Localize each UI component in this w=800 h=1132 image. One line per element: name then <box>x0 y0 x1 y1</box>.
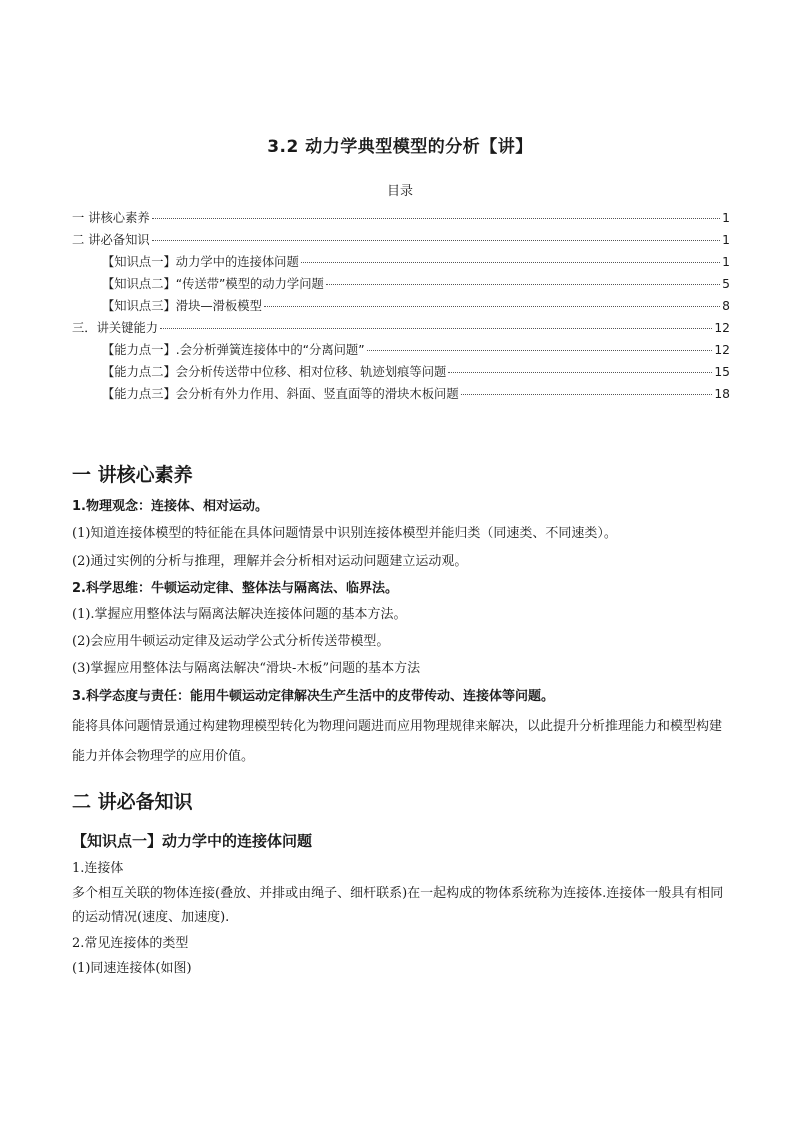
toc-leader-dots <box>326 284 720 285</box>
toc-entry[interactable] <box>72 252 730 274</box>
toc-entry[interactable] <box>72 208 730 230</box>
paragraph: (1)知道连接体模型的特征能在具体问题情景中识别连接体模型并能归类（同速类、不同速类）。 <box>72 526 617 541</box>
toc-leader-dots <box>367 350 713 351</box>
toc-entry-page: 15 <box>714 365 730 379</box>
toc-leader-dots <box>448 372 712 373</box>
toc-entry-page: 8 <box>722 299 730 313</box>
toc-leader-dots <box>301 262 720 263</box>
table-of-contents <box>72 208 730 406</box>
paragraph-title: 1.物理观念：连接体、相对运动。 <box>72 499 268 514</box>
toc-entry[interactable] <box>72 296 730 318</box>
toc-entry-page: 5 <box>722 277 730 291</box>
toc-entry-page: 12 <box>714 343 730 357</box>
paragraph-title: 2.科学思维：牛顿运动定律、整体法与隔离法、临界法。 <box>72 581 398 596</box>
paragraph: 2.常见连接体的类型 <box>72 936 189 951</box>
toc-entry[interactable] <box>72 318 730 340</box>
toc-entry-label: 【知识点二】“传送带”模型的动力学问题 <box>102 277 324 291</box>
toc-entry-page: 18 <box>714 387 730 401</box>
toc-entry-label: 一 讲核心素养 <box>72 211 150 225</box>
toc-entry-label: 二 讲必备知识 <box>72 233 150 247</box>
toc-entry[interactable] <box>72 362 730 384</box>
toc-entry-label: 【能力点一】.会分析弹簧连接体中的“分离问题” <box>102 343 365 357</box>
section-heading: 二 讲必备知识 <box>72 791 193 813</box>
toc-entry-label: 三．讲关键能力 <box>72 321 159 335</box>
toc-entry-label: 【能力点二】会分析传送带中位移、相对位移、轨迹划痕等问题 <box>102 365 447 379</box>
paragraph: (2)会应用牛顿运动定律及运动学公式分析传送带模型。 <box>72 634 390 649</box>
paragraph: 能将具体问题情景通过构建物理模型转化为物理问题进而应用物理规律来解决，以此提升分析推理能力和模型构建能力并体会物理学的应用价值。 <box>72 719 723 764</box>
paragraph: (3)掌握应用整体法与隔离法解决“滑块-木板”问题的基本方法 <box>72 661 421 676</box>
toc-entry[interactable] <box>72 384 730 406</box>
toc-leader-dots <box>160 328 712 329</box>
toc-leader-dots <box>264 306 720 307</box>
subsection-heading: 【知识点一】动力学中的连接体问题 <box>72 832 313 850</box>
toc-leader-dots <box>152 240 720 241</box>
toc-entry-label: 【知识点一】动力学中的连接体问题 <box>102 255 299 269</box>
toc-entry[interactable] <box>72 274 730 296</box>
toc-entry-label: 【能力点三】会分析有外力作用、斜面、竖直面等的滑块木板问题 <box>102 387 459 401</box>
toc-entry-label: 【知识点三】滑块—滑板模型 <box>102 299 262 313</box>
toc-entry-page: 1 <box>722 233 730 247</box>
paragraph: (1)同速连接体(如图) <box>72 961 192 976</box>
toc-entry-page: 12 <box>714 321 730 335</box>
toc-leader-dots <box>461 394 713 395</box>
toc-entry-page: 1 <box>722 255 730 269</box>
toc-heading: 目录 <box>386 184 413 199</box>
toc-entry[interactable] <box>72 230 730 252</box>
paragraph: (1).掌握应用整体法与隔离法解决连接体问题的基本方法。 <box>72 607 407 622</box>
paragraph: (2)通过实例的分析与推理，理解并会分析相对运动问题建立运动观。 <box>72 554 468 569</box>
paragraph-title: 3.科学态度与责任：能用牛顿运动定律解决生产生活中的皮带传动、连接体等问题。 <box>72 689 554 704</box>
toc-entry-page: 1 <box>722 211 730 225</box>
toc-leader-dots <box>152 218 720 219</box>
paragraph: 多个相互关联的物体连接(叠放、并排或由绳子、细杆联系)在一起构成的物体系统称为连接体.连接体一般具有相同的运动情况(速度、加速度). <box>72 886 724 925</box>
paragraph: 1.连接体 <box>72 861 124 876</box>
section-heading: 一 讲核心素养 <box>72 464 193 486</box>
toc-entry[interactable] <box>72 340 730 362</box>
page-title: 3.2 动力学典型模型的分析【讲】 <box>267 137 533 157</box>
